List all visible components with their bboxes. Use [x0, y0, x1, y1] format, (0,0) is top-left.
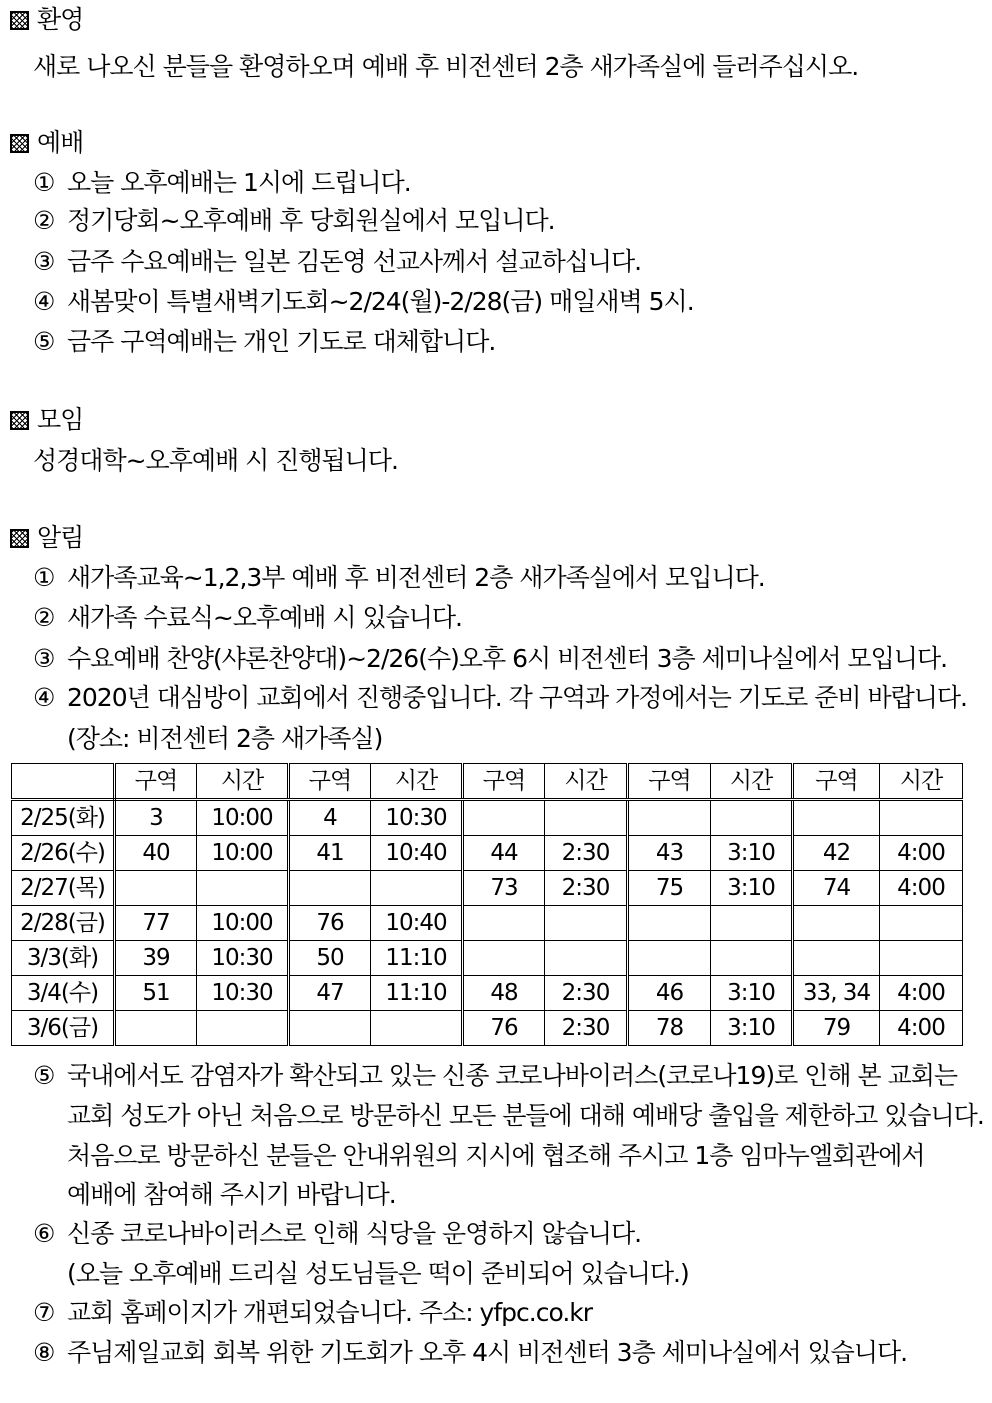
item-number: ①: [33, 563, 55, 592]
table-cell: 10:40: [371, 906, 463, 941]
table-cell: [628, 800, 711, 836]
table-row: [12, 941, 963, 976]
header-cell: 구역: [115, 764, 197, 800]
table-cell: 10:30: [371, 800, 463, 836]
notice-item-7: [33, 1298, 592, 1328]
table-cell: 76: [463, 1011, 545, 1046]
hatched-square-icon: [10, 11, 29, 30]
item-text: 새봄맞이 특별새벽기도회~2/24(월)-2/28(금) 매일새벽 5시.: [67, 287, 694, 316]
table-cell: 4:00: [880, 836, 963, 871]
notice-item-3: [33, 644, 947, 674]
table-row: [12, 976, 963, 1011]
item-text: 국내에서도 감염자가 확산되고 있는 신종 코로나바이러스(코로나19)로 인해 본 교회는: [67, 1061, 957, 1090]
table-cell: 43: [628, 836, 711, 871]
section-meeting-heading: [10, 405, 83, 435]
table-cell: 3:10: [711, 976, 793, 1011]
item-number: ⑤: [33, 327, 55, 356]
item-number: ⑥: [33, 1219, 55, 1248]
table-row: [12, 800, 963, 836]
notice-item-2: [33, 603, 462, 633]
table-cell: 48: [463, 976, 545, 1011]
table-cell: [463, 906, 545, 941]
table-cell: 33, 34: [793, 976, 880, 1011]
table-cell: 2:30: [545, 1011, 628, 1046]
item-number: ②: [33, 603, 55, 632]
table-cell: 79: [793, 1011, 880, 1046]
header-cell: 구역: [628, 764, 711, 800]
welcome-text: 새로 나오신 분들을 환영하오며 예배 후 비전센터 2층 새가족실에 들러주십시오.: [33, 52, 859, 81]
table-cell: [793, 800, 880, 836]
date-cell: 2/28(금): [12, 906, 115, 941]
notice-item-1: [33, 563, 765, 593]
table-cell: [628, 906, 711, 941]
table-cell: [711, 906, 793, 941]
table-cell: 11:10: [371, 976, 463, 1011]
table-row: [12, 836, 963, 871]
table-cell: 2:30: [545, 871, 628, 906]
item-number: ①: [33, 168, 55, 197]
meeting-text: 성경대학~오후예배 시 진행됩니다.: [33, 446, 398, 475]
date-cell: 2/27(목): [12, 871, 115, 906]
table-cell: [793, 941, 880, 976]
section-title: 환영: [37, 5, 84, 34]
table-cell: 73: [463, 871, 545, 906]
table-cell: 41: [289, 836, 371, 871]
table-cell: [880, 800, 963, 836]
table-cell: 4:00: [880, 1011, 963, 1046]
item-number: ②: [33, 206, 55, 235]
date-cell: 2/25(화): [12, 800, 115, 836]
item-number: ③: [33, 644, 55, 673]
section-title: 모임: [37, 405, 84, 434]
notice-item-4: [33, 683, 967, 713]
table-cell: 75: [628, 871, 711, 906]
item-number: ⑧: [33, 1338, 55, 1367]
table-row: [12, 1011, 963, 1046]
table-cell: 3:10: [711, 836, 793, 871]
table-cell: [371, 871, 463, 906]
section-title: 예배: [37, 128, 84, 157]
table-cell: 3:10: [711, 1011, 793, 1046]
table-cell: [545, 800, 628, 836]
item-number: ④: [33, 287, 55, 316]
section-title: 알림: [37, 523, 84, 552]
table-cell: [115, 1011, 197, 1046]
notice-item-4-location: (장소: 비전센터 2층 새가족실): [67, 724, 383, 753]
item-text: 새가족교육~1,2,3부 예배 후 비전센터 2층 새가족실에서 모입니다.: [67, 563, 765, 592]
hatched-square-icon: [10, 411, 29, 430]
table-cell: 10:30: [197, 976, 289, 1011]
header-cell: 구역: [793, 764, 880, 800]
section-notice-heading: [10, 523, 83, 553]
table-cell: 44: [463, 836, 545, 871]
table-cell: 4: [289, 800, 371, 836]
item-text: 금주 수요예배는 일본 김돈영 선교사께서 설교하십니다.: [67, 247, 642, 276]
table-cell: [880, 941, 963, 976]
date-cell: 3/4(수): [12, 976, 115, 1011]
table-cell: 51: [115, 976, 197, 1011]
item-text: 오늘 오후예배는 1시에 드립니다.: [67, 168, 411, 197]
table-cell: 40: [115, 836, 197, 871]
table-cell: 78: [628, 1011, 711, 1046]
item-number: ④: [33, 683, 55, 712]
table-cell: 39: [115, 941, 197, 976]
table-cell: 76: [289, 906, 371, 941]
item-text: 2020년 대심방이 교회에서 진행중입니다. 각 구역과 가정에서는 기도로 준비 바랍니다.: [67, 683, 967, 712]
item-text: 새가족 수료식~오후예배 시 있습니다.: [67, 603, 462, 632]
worship-item-1: [33, 168, 411, 198]
section-welcome-heading: [10, 5, 83, 35]
table-cell: 50: [289, 941, 371, 976]
item-number: ③: [33, 247, 55, 276]
table-cell: [545, 941, 628, 976]
visitation-schedule-table: [11, 763, 963, 1046]
table-cell: [197, 1011, 289, 1046]
table-header-row: [12, 764, 963, 800]
notice-item-5: [33, 1061, 957, 1091]
table-cell: 10:00: [197, 836, 289, 871]
header-corner-cell: [12, 764, 115, 800]
table-cell: 3:10: [711, 871, 793, 906]
table-cell: 47: [289, 976, 371, 1011]
item-text: 수요예배 찬양(샤론찬양대)~2/26(수)오후 6시 비전센터 3층 세미나실에서 모입니다.: [67, 644, 948, 673]
worship-item-5: [33, 327, 495, 357]
table-cell: 11:10: [371, 941, 463, 976]
table-cell: 77: [115, 906, 197, 941]
table-cell: 3: [115, 800, 197, 836]
table-cell: [463, 800, 545, 836]
table-cell: [197, 871, 289, 906]
table-cell: 74: [793, 871, 880, 906]
table-cell: 4:00: [880, 871, 963, 906]
header-cell: 시간: [545, 764, 628, 800]
table-cell: 4:00: [880, 976, 963, 1011]
header-cell: 시간: [711, 764, 793, 800]
header-cell: 시간: [880, 764, 963, 800]
date-cell: 3/3(화): [12, 941, 115, 976]
table-cell: 42: [793, 836, 880, 871]
item-text: 교회 홈페이지가 개편되었습니다. 주소: yfpc.co.kr: [67, 1298, 593, 1327]
table-cell: 2:30: [545, 836, 628, 871]
table-cell: 10:00: [197, 800, 289, 836]
hatched-square-icon: [10, 134, 29, 153]
table-cell: 10:00: [197, 906, 289, 941]
item-text: 주님제일교회 회복 위한 기도회가 오후 4시 비전센터 3층 세미나실에서 있습니다.: [67, 1338, 908, 1367]
header-cell: 시간: [371, 764, 463, 800]
table-cell: 2:30: [545, 976, 628, 1011]
table-cell: [628, 941, 711, 976]
section-worship-heading: [10, 128, 83, 158]
item-text: 정기당회~오후예배 후 당회원실에서 모입니다.: [67, 206, 555, 235]
table-cell: [880, 906, 963, 941]
notice-item-6-line-2: (오늘 오후예배 드리실 성도님들은 떡이 준비되어 있습니다.): [67, 1259, 689, 1288]
notice-item-6: [33, 1219, 641, 1249]
table-row: [12, 871, 963, 906]
worship-item-4: [33, 287, 694, 317]
notice-item-5-line-4: 예배에 참여해 주시기 바랍니다.: [67, 1180, 396, 1209]
table-cell: [793, 906, 880, 941]
table-cell: [371, 1011, 463, 1046]
notice-item-8: [33, 1338, 907, 1368]
header-cell: 시간: [197, 764, 289, 800]
notice-item-5-line-2: 교회 성도가 아닌 처음으로 방문하신 모든 분들에 대해 예배당 출입을 제한하고 있습니다.: [67, 1101, 984, 1130]
header-cell: 구역: [463, 764, 545, 800]
table-cell: [711, 941, 793, 976]
table-cell: [711, 800, 793, 836]
item-text: 신종 코로나바이러스로 인해 식당을 운영하지 않습니다.: [67, 1219, 642, 1248]
table-cell: [545, 906, 628, 941]
table-cell: 10:40: [371, 836, 463, 871]
table-cell: 10:30: [197, 941, 289, 976]
worship-item-2: [33, 206, 555, 236]
table-cell: [289, 1011, 371, 1046]
item-number: ⑦: [33, 1298, 55, 1327]
worship-item-3: [33, 247, 641, 277]
date-cell: 2/26(수): [12, 836, 115, 871]
table-cell: [289, 871, 371, 906]
table-cell: [115, 871, 197, 906]
date-cell: 3/6(금): [12, 1011, 115, 1046]
notice-item-5-line-3: 처음으로 방문하신 분들은 안내위원의 지시에 협조해 주시고 1층 임마누엘회관에서: [67, 1141, 925, 1170]
header-cell: 구역: [289, 764, 371, 800]
item-number: ⑤: [33, 1061, 55, 1090]
table-row: [12, 906, 963, 941]
item-text: 금주 구역예배는 개인 기도로 대체합니다.: [67, 327, 496, 356]
table-cell: [463, 941, 545, 976]
table-cell: 46: [628, 976, 711, 1011]
hatched-square-icon: [10, 529, 29, 548]
